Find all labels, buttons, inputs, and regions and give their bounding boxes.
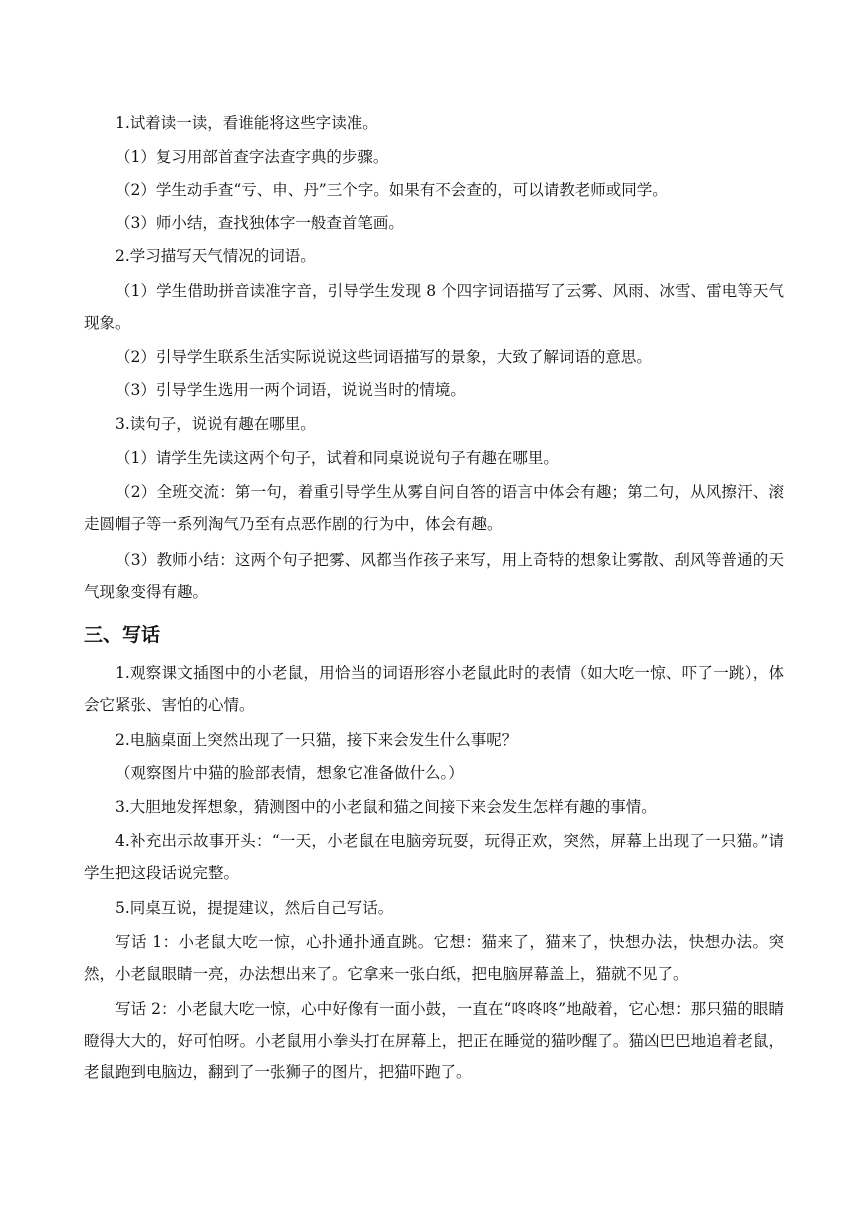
paragraph-review-dictionary: （1）复习用部首查字法查字典的步骤。: [115, 148, 389, 166]
paragraph-story-opening: 4.补充出示故事开头：“一天，小老鼠在电脑旁玩耍，玩得正欢，突然，屏幕上出现了一只猫。”请学生把这段话说完整。: [84, 832, 784, 882]
paragraph-observe-cat: （观察图片中猫的脸部表情，想象它准备做什么。）: [115, 764, 464, 782]
paragraph-teacher-summary-2: （3）教师小结：这两个句子把雾、风都当作孩子来写，用上奇特的想象让雾散、刮风等普通的天气现象变得有趣。: [84, 551, 784, 601]
paragraph-relate-to-life: （2）引导学生联系生活实际说说这些词语描写的景象，大致了解词语的意思。: [115, 348, 652, 366]
paragraph-lookup-characters: （2）学生动手查“亏、申、丹”三个字。如果有不会查的，可以请教老师或同学。: [115, 181, 668, 199]
paragraph-class-discussion: （2）全班交流：第一句，着重引导学生从雾自问自答的语言中体会有趣；第二句，从风擦汗、滚走圆帽子等一系列淘气乃至有点恶作剧的行为中，体会有趣。: [84, 483, 784, 533]
section-heading-writing: 三、写话: [84, 624, 161, 646]
paragraph-cat-appears: 2.电脑桌面上突然出现了一只猫，接下来会发生什么事呢？: [115, 731, 518, 749]
paragraph-choose-words: （3）引导学生选用一两个词语，说说当时的情境。: [115, 381, 466, 399]
paragraph-read-with-partner: （1）请学生先读这两个句子，试着和同桌说说句子有趣在哪里。: [115, 449, 559, 467]
paragraph-sample-writing-1: 写话 1：小老鼠大吃一惊，心扑通扑通直跳。它想：猫来了，猫来了，快想办法，快想办法。突然，小老鼠眼睛一亮，办法想出来了。它拿来一张白纸，把电脑屏幕盖上，猫就不见了。: [84, 933, 784, 983]
paragraph-partner-talk: 5.同桌互说，提提建议，然后自己写话。: [115, 899, 394, 917]
paragraph-weather-words: 2.学习描写天气情况的词语。: [115, 247, 316, 265]
paragraph-try-reading: 1.试着读一读，看谁能将这些字读准。: [115, 114, 378, 132]
paragraph-imagine: 3.大胆地发挥想象，猜测图中的小老鼠和猫之间接下来会发生怎样有趣的事情。: [115, 798, 657, 816]
paragraph-sample-writing-2: 写话 2：小老鼠大吃一惊，心中好像有一面小鼓，一直在“咚咚咚”地敲着，它心想：那只猫的眼睛瞪得大大的，好可怕呀。小老鼠用小拳头打在屏幕上，把正在睡觉的猫吵醒了。猫凶巴巴地追着老鼠，老鼠跑到电脑边，翻到了一张狮子的图片，把猫吓跑了。: [84, 1000, 784, 1081]
paragraph-pinyin-reading: （1）学生借助拼音读准字音，引导学生发现 8 个四字词语描写了云雾、风雨、冰雪、雷电等天气现象。: [84, 282, 784, 332]
paragraph-observe-mouse: 1.观察课文插图中的小老鼠，用恰当的词语形容小老鼠此时的表情（如大吃一惊、吓了一跳），体会它紧张、害怕的心情。: [84, 664, 784, 714]
paragraph-teacher-summary-1: （3）师小结，查找独体字一般查首笔画。: [115, 214, 404, 232]
paragraph-read-sentences: 3.读句子，说说有趣在哪里。: [115, 415, 316, 433]
